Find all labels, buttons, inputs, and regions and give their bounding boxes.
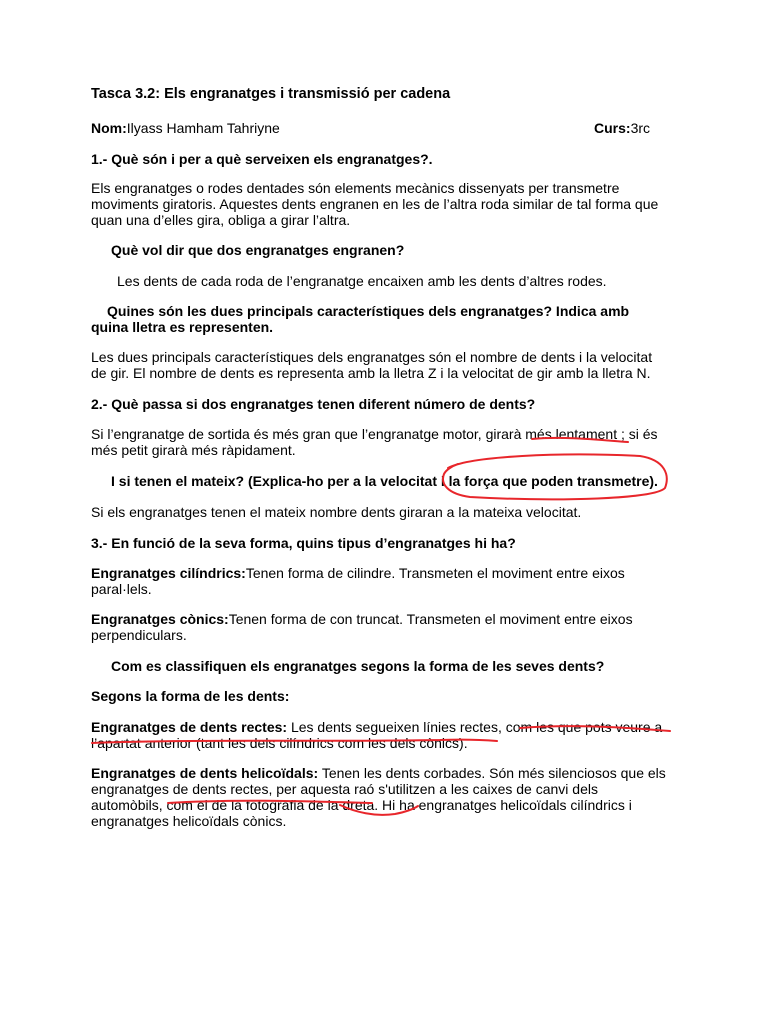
name-line xyxy=(91,120,280,136)
q3-sub-heading: Com es classifiquen els engranatges segons la forma de les seves dents? xyxy=(111,658,605,674)
conics-label: Engranatges cònics: xyxy=(91,611,229,627)
helicoidals-text: automòbils, com el de la fotografia de la dreta. Hi ha engranatges helicoïdals cilíndrics i xyxy=(91,797,632,813)
q1-answer-line: quan una d’elles gira, obliga a girar l’altra. xyxy=(91,212,351,228)
name-value: Ilyass Hamham Tahriyne xyxy=(126,120,280,136)
rectes-text: l’apartat anterior (tant les dels cilíndrics com les dels cònics). xyxy=(91,735,468,751)
cilindrics-text: Tenen forma de cilindre. Transmeten el moviment entre eixos xyxy=(245,565,625,581)
q1-sub1-answer: Les dents de cada roda de l’engranatge encaixen amb les dents d’altres rodes. xyxy=(117,273,607,289)
q3-heading: 3.- En funció de la seva forma, quins tipus d’engranatges hi ha? xyxy=(91,535,516,551)
q2-sub-heading: I si tenen el mateix? (Explica-ho per a la velocitat i la força que poden transmetre). xyxy=(111,473,658,489)
rectes-text: Les dents segueixen línies rectes, com les que pots veure a xyxy=(290,719,663,735)
helicoidals-line xyxy=(91,765,666,781)
helicoidals-text: engranatges helicoïdals cònics. xyxy=(91,813,287,829)
q1-heading: 1.- Què són i per a què serveixen els engranatges?. xyxy=(91,151,433,167)
helicoidals-label: Engranatges de dents helicoïdals: xyxy=(91,765,319,781)
cilindrics-text: paral·lels. xyxy=(91,581,152,597)
course-label: Curs: xyxy=(594,120,631,136)
q3-sub-label: Segons la forma de les dents: xyxy=(91,688,290,704)
q1-answer-line: Els engranatges o rodes dentades són elements mecànics dissenyats per transmetre xyxy=(91,180,620,196)
q1-sub2-answer: Les dues principals característiques dels engranatges són el nombre de dents i la velocitat xyxy=(91,349,653,365)
course-line xyxy=(594,120,650,136)
helicoidals-text: engranatges de dents rectes, per aquesta raó s'utilitzen a les caixes de canvi dels xyxy=(91,781,598,797)
cilindrics-label: Engranatges cilíndrics: xyxy=(91,565,246,581)
cilindrics-line xyxy=(91,565,625,581)
name-label: Nom: xyxy=(91,120,127,136)
q1-sub2-answer: de gir. El nombre de dents es representa amb la lletra Z i la velocitat de gir amb la lletra N. xyxy=(91,365,651,381)
course-value: 3rc xyxy=(630,120,651,136)
conics-line xyxy=(91,611,633,627)
q1-sub2-heading: quina lletra es representen. xyxy=(91,319,274,335)
q1-sub1-heading: Què vol dir que dos engranatges engranen? xyxy=(111,242,405,258)
rectes-line xyxy=(91,719,662,735)
helicoidals-text: Tenen les dents corbades. Són més silenciosos que els xyxy=(321,765,666,781)
q1-answer-line: moviments giratoris. Aquestes dents engranen en les de l’altra roda similar de tal forma que xyxy=(91,196,659,212)
q2-heading: 2.- Què passa si dos engranatges tenen diferent número de dents? xyxy=(91,396,536,412)
q2-sub-answer: Si els engranatges tenen el mateix nombre dents giraran a la mateixa velocitat. xyxy=(91,504,582,520)
conics-text: perpendiculars. xyxy=(91,627,187,643)
conics-text: Tenen forma de con truncat. Transmeten el moviment entre eixos xyxy=(228,611,633,627)
q2-answer-line: més petit girarà més ràpidament. xyxy=(91,442,296,458)
page-title: Tasca 3.2: Els engranatges i transmissió per cadena xyxy=(91,86,451,102)
q2-answer-line: Si l’engranatge de sortida és més gran que l’engranatge motor, girarà més lentament ; si és xyxy=(91,426,658,442)
q1-sub2-heading: Quines són les dues principals característiques dels engranatges? Indica amb xyxy=(107,303,630,319)
rectes-label: Engranatges de dents rectes: xyxy=(91,719,288,735)
